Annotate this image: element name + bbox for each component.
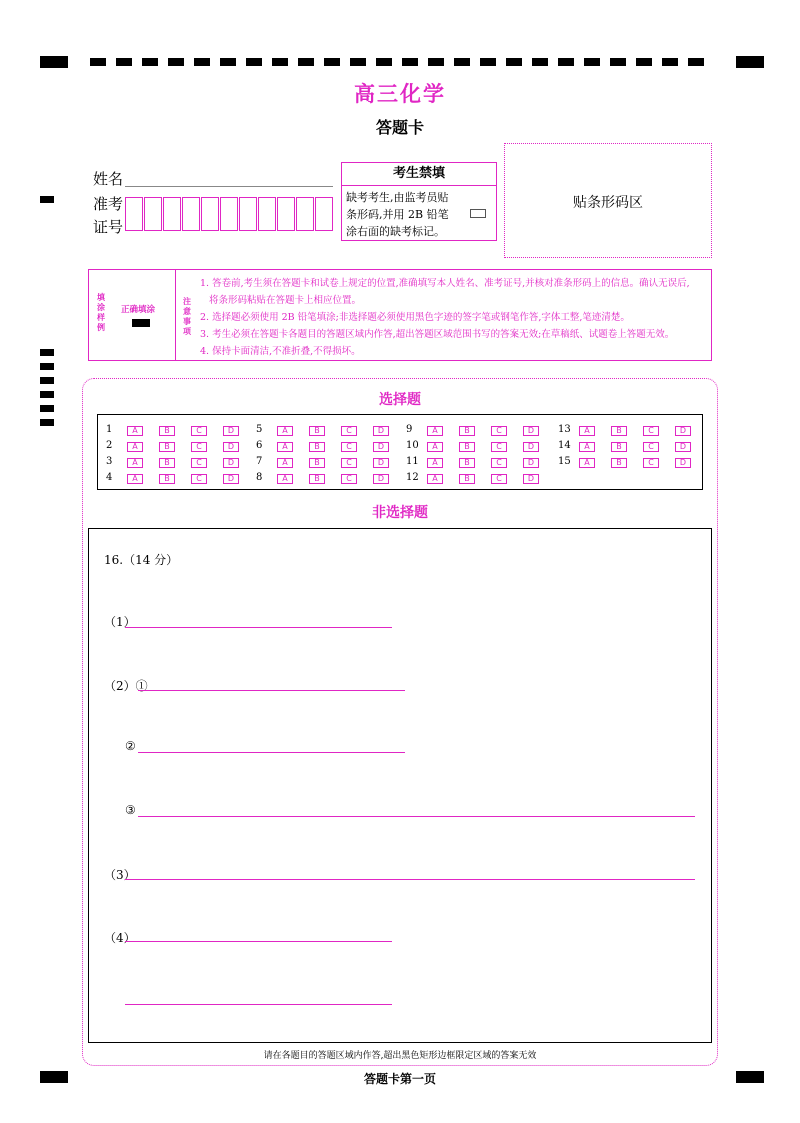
option-bubble-d[interactable]: D — [373, 442, 389, 452]
nonchoice-box — [88, 528, 712, 1043]
exam-id-label: 准考 — [93, 195, 124, 213]
question-number: 8 — [256, 472, 263, 483]
subject-title: 高三化学 — [354, 82, 446, 106]
exam-id-cell[interactable] — [220, 197, 238, 231]
option-bubble-a[interactable]: A — [127, 458, 143, 468]
option-bubble-c[interactable]: C — [341, 442, 357, 452]
part-4-label: （4） — [104, 931, 136, 945]
option-bubble-c[interactable]: C — [191, 426, 207, 436]
part-4-answer-line[interactable] — [125, 941, 392, 942]
option-bubble-d[interactable]: D — [223, 474, 239, 484]
page-label: 答题卡第一页 — [363, 1072, 436, 1086]
question-number: 7 — [256, 456, 263, 467]
option-bubble-a[interactable]: A — [427, 442, 443, 452]
side-mark — [40, 349, 54, 356]
option-bubble-c[interactable]: C — [491, 426, 507, 436]
option-bubble-c[interactable]: C — [341, 458, 357, 468]
option-bubble-d[interactable]: D — [523, 474, 539, 484]
option-bubble-a[interactable]: A — [277, 442, 293, 452]
question-number: 11 — [406, 456, 419, 467]
exam-id-cell[interactable] — [144, 197, 162, 231]
footer-notice: 请在各题目的答题区域内作答,超出黑色矩形边框限定区域的答案无效 — [263, 1051, 537, 1061]
exam-id-cell[interactable] — [277, 197, 295, 231]
absent-box — [341, 162, 497, 241]
option-bubble-b[interactable]: B — [459, 458, 475, 468]
side-mark — [40, 196, 54, 203]
option-bubble-b[interactable]: B — [309, 442, 325, 452]
absent-box-line: 涂右面的缺考标记。 — [346, 225, 445, 238]
option-bubble-a[interactable]: A — [427, 426, 443, 436]
part-3-label: （3） — [104, 868, 136, 882]
notes-box — [88, 269, 712, 361]
option-bubble-c[interactable]: C — [491, 458, 507, 468]
option-bubble-b[interactable]: B — [611, 442, 627, 452]
note-line: 4. 保持卡面清洁,不准折叠,不得损坏。 — [200, 346, 361, 357]
option-bubble-c[interactable]: C — [341, 426, 357, 436]
part-2b-label: ② — [125, 739, 136, 753]
option-bubble-b[interactable]: B — [459, 442, 475, 452]
option-bubble-c[interactable]: C — [341, 474, 357, 484]
option-bubble-b[interactable]: B — [611, 426, 627, 436]
option-bubble-a[interactable]: A — [277, 474, 293, 484]
choice-section-title: 选择题 — [379, 392, 421, 408]
exam-id-cell[interactable] — [201, 197, 219, 231]
part-1-label: （1） — [104, 615, 136, 629]
option-bubble-b[interactable]: B — [309, 474, 325, 484]
option-bubble-d[interactable]: D — [675, 426, 691, 436]
part-2-label: （2）① — [104, 679, 148, 693]
option-bubble-b[interactable]: B — [459, 426, 475, 436]
option-bubble-d[interactable]: D — [223, 426, 239, 436]
option-bubble-a[interactable]: A — [427, 458, 443, 468]
option-bubble-a[interactable]: A — [127, 474, 143, 484]
name-field[interactable] — [125, 186, 333, 187]
option-bubble-b[interactable]: B — [459, 474, 475, 484]
option-bubble-d[interactable]: D — [373, 426, 389, 436]
question-number: 9 — [406, 424, 413, 435]
part-2c-answer-line[interactable] — [138, 816, 695, 817]
question-number: 5 — [256, 424, 263, 435]
option-bubble-d[interactable]: D — [523, 442, 539, 452]
question-number: 10 — [406, 440, 419, 451]
option-bubble-a[interactable]: A — [579, 458, 595, 468]
part-4-answer-line-2[interactable] — [125, 1004, 392, 1005]
option-bubble-b[interactable]: B — [159, 426, 175, 436]
question-number: 3 — [106, 456, 113, 467]
question-number: 15 — [558, 456, 571, 467]
question-number: 13 — [558, 424, 571, 435]
option-bubble-a[interactable]: A — [127, 442, 143, 452]
exam-id-cell[interactable] — [239, 197, 257, 231]
barcode-area — [504, 143, 712, 258]
question-number: 1 — [106, 424, 113, 435]
option-bubble-c[interactable]: C — [643, 442, 659, 452]
absent-box-title: 考生禁填 — [342, 163, 496, 186]
option-bubble-d[interactable]: D — [223, 442, 239, 452]
absent-box-line: 条形码,并用 2B 铅笔 — [346, 208, 449, 221]
exam-id-cell[interactable] — [125, 197, 143, 231]
part-2c-label: ③ — [125, 803, 136, 817]
option-bubble-a[interactable]: A — [579, 426, 595, 436]
option-bubble-c[interactable]: C — [491, 442, 507, 452]
question-16-header: 16.（14 分） — [104, 553, 179, 567]
option-bubble-a[interactable]: A — [127, 426, 143, 436]
option-bubble-c[interactable]: C — [191, 474, 207, 484]
top-dashed-line — [90, 58, 712, 66]
option-bubble-c[interactable]: C — [643, 426, 659, 436]
exam-id-cell[interactable] — [296, 197, 314, 231]
sheet-title: 答题卡 — [375, 118, 424, 137]
option-bubble-d[interactable]: D — [373, 474, 389, 484]
option-bubble-b[interactable]: B — [159, 474, 175, 484]
option-bubble-d[interactable]: D — [523, 458, 539, 468]
side-mark — [40, 377, 54, 384]
option-bubble-a[interactable]: A — [277, 458, 293, 468]
exam-id-cell[interactable] — [258, 197, 276, 231]
part-2b-answer-line[interactable] — [138, 752, 405, 753]
name-label: 姓名 — [93, 170, 124, 188]
option-bubble-d[interactable]: D — [373, 458, 389, 468]
option-bubble-c[interactable]: C — [191, 458, 207, 468]
option-bubble-c[interactable]: C — [491, 474, 507, 484]
question-number: 2 — [106, 440, 113, 451]
part-2a-answer-line[interactable] — [138, 690, 405, 691]
correct-fill-label: 正确填涂 — [121, 305, 156, 315]
question-number: 4 — [106, 472, 113, 483]
note-line: 3. 考生必须在答题卡各题目的答题区域内作答,超出答题区域范围书写的答案无效;在草稿纸、试题卷上答题无效。 — [200, 329, 675, 340]
nonchoice-section-title: 非选择题 — [372, 505, 428, 521]
question-number: 6 — [256, 440, 263, 451]
side-mark — [40, 363, 54, 370]
option-bubble-b[interactable]: B — [309, 426, 325, 436]
note-line: 将条形码粘贴在答题卡上相应位置。 — [209, 295, 362, 306]
registration-mark-top-left — [40, 56, 68, 68]
option-bubble-c[interactable]: C — [643, 458, 659, 468]
fill-sample-vertical-label: 填涂样例 — [97, 292, 105, 332]
option-bubble-a[interactable]: A — [427, 474, 443, 484]
part-3-answer-line[interactable] — [125, 879, 695, 880]
option-bubble-b[interactable]: B — [611, 458, 627, 468]
option-bubble-b[interactable]: B — [159, 458, 175, 468]
exam-id-cell[interactable] — [315, 197, 333, 231]
question-number: 14 — [558, 440, 571, 451]
option-bubble-d[interactable]: D — [675, 458, 691, 468]
option-bubble-d[interactable]: D — [675, 442, 691, 452]
exam-id-cell[interactable] — [163, 197, 181, 231]
side-mark — [40, 419, 54, 426]
absent-mark-checkbox[interactable] — [470, 209, 486, 218]
exam-id-label-2: 证号 — [93, 218, 124, 236]
barcode-label: 贴条形码区 — [573, 195, 643, 211]
note-line: 1. 答卷前,考生须在答题卡和试卷上规定的位置,准确填写本人姓名、准考证号,并核对准条形码上的信息。确认无误后, — [200, 278, 690, 289]
absent-box-line: 缺考考生,由监考员贴 — [346, 191, 449, 204]
option-bubble-b[interactable]: B — [159, 442, 175, 452]
option-bubble-d[interactable]: D — [223, 458, 239, 468]
part-1-answer-line[interactable] — [125, 627, 392, 628]
option-bubble-d[interactable]: D — [523, 426, 539, 436]
question-number: 12 — [406, 472, 419, 483]
notes-vertical-label: 注意事项 — [183, 296, 191, 336]
registration-mark-top-right — [736, 56, 764, 68]
option-bubble-a[interactable]: A — [579, 442, 595, 452]
correct-fill-sample — [132, 319, 150, 327]
exam-id-cell[interactable] — [182, 197, 200, 231]
note-line: 2. 选择题必须使用 2B 铅笔填涂;非选择题必须使用黑色字迹的签字笔或钢笔作答,字体工整,笔迹清楚。 — [200, 312, 630, 323]
option-bubble-b[interactable]: B — [309, 458, 325, 468]
option-bubble-c[interactable]: C — [191, 442, 207, 452]
registration-mark-bottom-right — [736, 1071, 764, 1083]
option-bubble-a[interactable]: A — [277, 426, 293, 436]
